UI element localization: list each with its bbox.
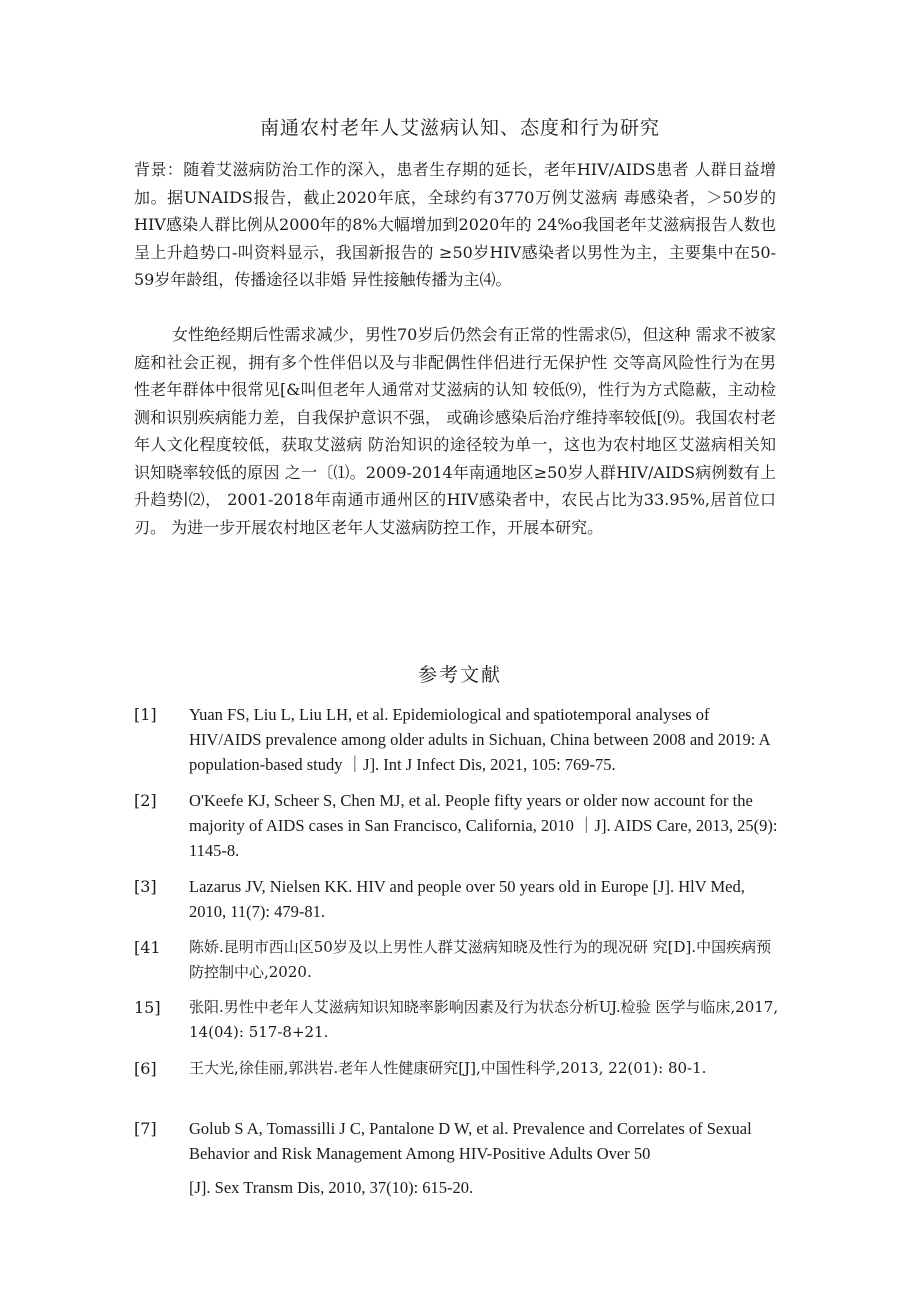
reference-text: 陈娇.昆明市西山区50岁及以上男性人群艾滋病知晓及性行为的现况研 究[D].中国疾病预防控制中心,2020. <box>189 938 772 981</box>
reference-number: [6] <box>134 1059 157 1078</box>
reference-number: [41 <box>134 938 161 957</box>
reference-number: [2] <box>134 791 157 810</box>
reference-text: 王大光,徐佳丽,郭洪岩.老年人性健康研究[J],中国性科学,2013, 22(01): 80-1. <box>189 1059 707 1077</box>
reference-text: O'Keefe KJ, Scheer S, Chen MJ, et al. People fifty years or older now account for the majority of AIDS cases in San Francisco, California, 2010 ｜J]. AIDS Care, 2013, 25(9): 1145-8. <box>189 791 778 860</box>
body-paragraph: 女性绝经期后性需求减少，男性70岁后仍然会有正常的性需求⑸，但这种 需求不被家庭和社会正视，拥有多个性伴侣以及与非配偶性伴侣进行无保护性 交等高风险性行为在男性老年群体中很常见[&叫但老年人通常对艾滋病的认知 较低⑼，性行为方式隐蔽，主动检测和识别疾病能力差，自我保护意识不强， 或确诊感染后治疗维持率较低[⑼。我国农村老年人文化程度较低，获取艾滋病 防治知识的途径较为单一，这也为农村地区艾滋病相关知识知晓率较低的原因 之一〔⑴。2009-2014年南通地区≥50岁人群HIV/AIDS病例数有上升趋势∣⑵， 2001-2018年南通市通州区的HIV感染者中，农民占比为33.95%,居首位口刃。 为进一步开展农村地区老年人艾滋病防控工作，开展本研究。 <box>134 325 776 537</box>
references-heading: 参考文献 <box>417 664 502 686</box>
reference-text: Golub S A, Tomassilli J C, Pantalone D W, et al. Prevalence and Correlates of Sexual Behavior and Risk Management Among HIV-Positive Adults Over 50 <box>189 1119 752 1163</box>
reference-text: Lazarus JV, Nielsen KK. HIV and people over 50 years old in Europe [J]. HlV Med, 2010, 11(7): 479-81. <box>189 877 745 921</box>
reference-number: 15] <box>134 998 161 1017</box>
document-title: 南通农村老年人艾滋病认知、态度和行为研究 <box>259 117 660 139</box>
reference-number: [1] <box>134 705 157 724</box>
reference-number: [3] <box>134 877 157 896</box>
reference-text: 张阳.男性中老年人艾滋病知识知晓率影响因素及行为状态分析UJ.检验 医学与临床,2017, 14(04): 517-8+21. <box>189 998 779 1041</box>
background-paragraph: 背景：随着艾滋病防治工作的深入，患者生存期的延长，老年HIV/AIDS患者 人群日益增加。据UNAIDS报告，截止2020年底，全球约有3770万例艾滋病 毒感染者，＞50岁的HIV感染人群比例从2000年的8%大幅增加到2020年的 24%o我国老年艾滋病报告人数也呈上升趋势口-叫资料显示，我国新报告的 ≥50岁HIV感染者以男性为主，主要集中在50-59岁年龄组，传播途径以非婚 异性接触传播为主⑷。 <box>134 160 776 289</box>
reference-text-continuation: [J]. Sex Transm Dis, 2010, 37(10): 615-20. <box>189 1178 474 1197</box>
reference-text: Yuan FS, Liu L, Liu LH, et al. Epidemiological and spatiotemporal analyses of HIV/AIDS prevalence among older adults in Sichuan, China between 2008 and 2019: A population-based study ｜J]. Int J Infect Dis, 2021, 105: 769-75. <box>189 705 770 774</box>
reference-number: [7] <box>134 1119 157 1138</box>
